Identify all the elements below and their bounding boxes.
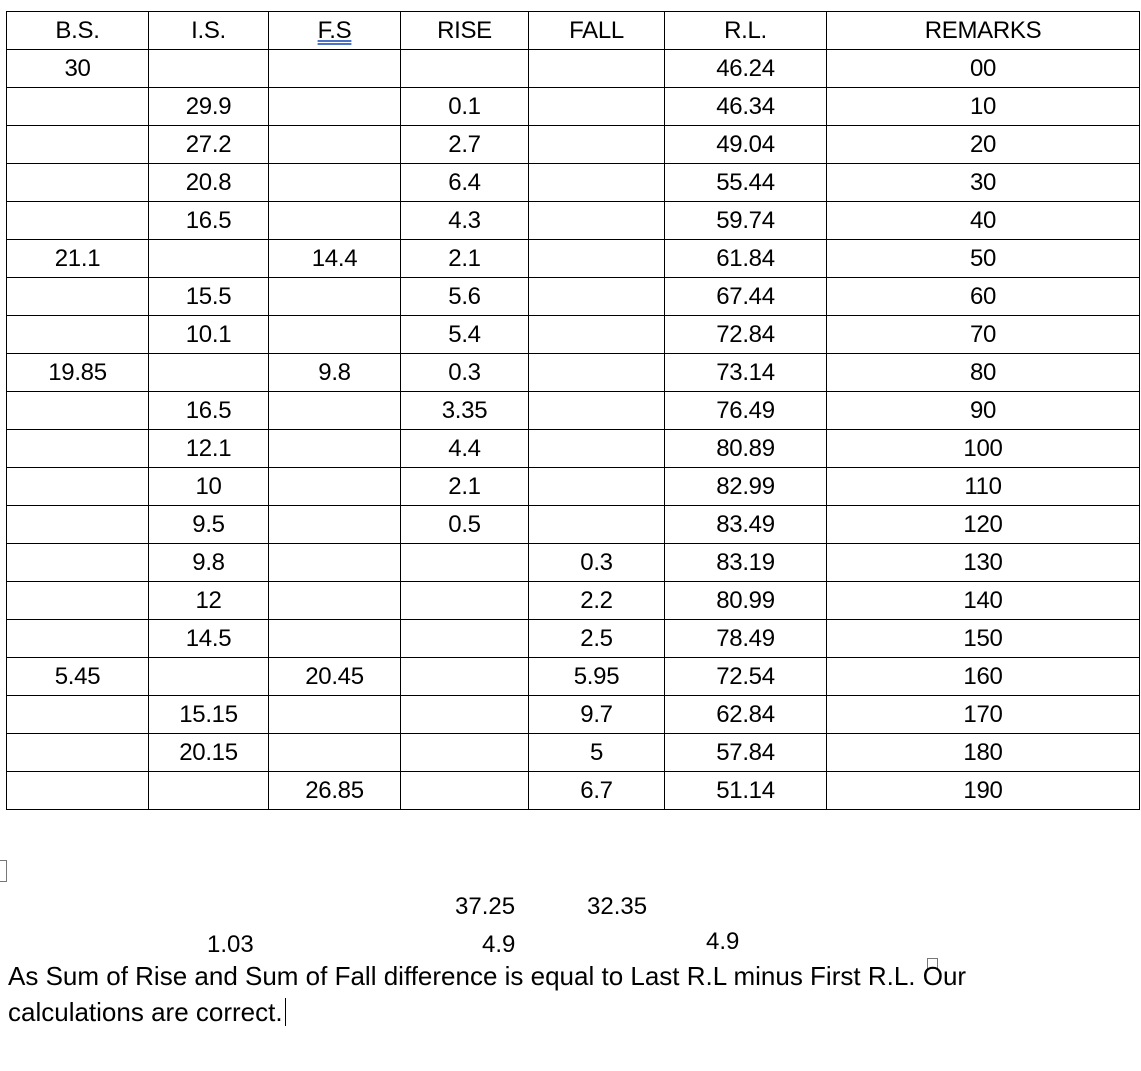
cell-remarks: 00	[827, 50, 1140, 88]
cell-fall: 2.5	[529, 620, 665, 658]
cell-rl: 46.24	[665, 50, 827, 88]
conclusion-text: As Sum of Rise and Sum of Fall difference is equal to Last R.L minus First R.L. Our calculations are correct.	[8, 961, 967, 1027]
cell-fs	[269, 202, 401, 240]
table-row	[7, 50, 1140, 88]
cell-rise: 2.1	[401, 468, 529, 506]
header-is: I.S.	[149, 12, 269, 50]
sum-rise: 37.25	[455, 893, 516, 920]
cell-is	[149, 50, 269, 88]
header-fall: FALL	[529, 12, 665, 50]
cell-bs	[7, 506, 149, 544]
cell-rl: 80.99	[665, 582, 827, 620]
cell-rl: 82.99	[665, 468, 827, 506]
cell-rl: 67.44	[665, 278, 827, 316]
cell-fall: 5	[529, 734, 665, 772]
cell-rl: 57.84	[665, 734, 827, 772]
cell-bs	[7, 392, 149, 430]
cell-fall	[529, 126, 665, 164]
cell-fall	[529, 316, 665, 354]
cell-bs	[7, 544, 149, 582]
cell-fs	[269, 430, 401, 468]
cell-fs: 14.4	[269, 240, 401, 278]
table-row	[7, 202, 1140, 240]
cell-remarks: 60	[827, 278, 1140, 316]
sum-fall: 32.35	[587, 893, 648, 920]
table-row	[7, 164, 1140, 202]
cell-remarks: 50	[827, 240, 1140, 278]
cell-bs: 19.85	[7, 354, 149, 392]
cell-is: 10.1	[149, 316, 269, 354]
cell-rl: 46.34	[665, 88, 827, 126]
cell-rise	[401, 544, 529, 582]
table-row	[7, 468, 1140, 506]
diff-rise-fall: 4.9	[482, 931, 516, 958]
cell-fs: 9.8	[269, 354, 401, 392]
cell-rl: 61.84	[665, 240, 827, 278]
cell-is: 20.8	[149, 164, 269, 202]
cell-rl: 72.54	[665, 658, 827, 696]
cell-bs	[7, 88, 149, 126]
cell-fs	[269, 392, 401, 430]
cell-is: 15.15	[149, 696, 269, 734]
cell-fall	[529, 88, 665, 126]
cell-is	[149, 658, 269, 696]
cell-is: 16.5	[149, 202, 269, 240]
cell-fall: 2.2	[529, 582, 665, 620]
cell-is	[149, 240, 269, 278]
cell-is: 12	[149, 582, 269, 620]
cell-bs: 5.45	[7, 658, 149, 696]
cell-fs: 20.45	[269, 658, 401, 696]
cell-rl: 78.49	[665, 620, 827, 658]
cell-is: 29.9	[149, 88, 269, 126]
cell-bs	[7, 582, 149, 620]
diff-rl: 4.9	[706, 928, 740, 955]
cell-is: 12.1	[149, 430, 269, 468]
cell-bs	[7, 620, 149, 658]
cell-rl: 73.14	[665, 354, 827, 392]
cell-remarks: 10	[827, 88, 1140, 126]
cell-fs	[269, 278, 401, 316]
table-row	[7, 506, 1140, 544]
cell-is: 9.8	[149, 544, 269, 582]
cell-fall: 6.7	[529, 772, 665, 810]
cell-fall: 5.95	[529, 658, 665, 696]
cell-rise	[401, 772, 529, 810]
cell-is: 16.5	[149, 392, 269, 430]
cell-rise: 6.4	[401, 164, 529, 202]
cell-bs	[7, 696, 149, 734]
cell-fs	[269, 582, 401, 620]
cell-rise	[401, 658, 529, 696]
cell-fall	[529, 202, 665, 240]
cell-remarks: 100	[827, 430, 1140, 468]
cell-remarks: 70	[827, 316, 1140, 354]
cell-bs	[7, 430, 149, 468]
cell-rl: 72.84	[665, 316, 827, 354]
table-row	[7, 316, 1140, 354]
cell-fs	[269, 544, 401, 582]
cell-bs: 30	[7, 50, 149, 88]
cell-fs	[269, 88, 401, 126]
table-anchor-icon	[0, 860, 7, 882]
cell-rise	[401, 50, 529, 88]
cell-remarks: 120	[827, 506, 1140, 544]
table-row	[7, 734, 1140, 772]
cell-fall	[529, 50, 665, 88]
cell-fall	[529, 354, 665, 392]
header-bs: B.S.	[7, 12, 149, 50]
cell-remarks: 150	[827, 620, 1140, 658]
table-row	[7, 658, 1140, 696]
header-fs: F.S	[269, 12, 401, 50]
cell-rl: 55.44	[665, 164, 827, 202]
cell-is: 14.5	[149, 620, 269, 658]
table-body	[7, 50, 1140, 810]
cell-remarks: 140	[827, 582, 1140, 620]
cell-remarks: 130	[827, 544, 1140, 582]
cell-rise	[401, 620, 529, 658]
cell-is: 27.2	[149, 126, 269, 164]
cell-rise: 3.35	[401, 392, 529, 430]
header-row	[7, 12, 1140, 50]
cell-rl: 51.14	[665, 772, 827, 810]
text-cursor	[285, 998, 287, 1026]
cell-rise: 0.3	[401, 354, 529, 392]
cell-rise	[401, 696, 529, 734]
cell-bs	[7, 278, 149, 316]
cell-bs: 21.1	[7, 240, 149, 278]
table-row	[7, 240, 1140, 278]
cell-fs	[269, 696, 401, 734]
table-row	[7, 582, 1140, 620]
table-row	[7, 88, 1140, 126]
cell-bs	[7, 772, 149, 810]
cell-rise: 4.3	[401, 202, 529, 240]
cell-remarks: 20	[827, 126, 1140, 164]
cell-remarks: 160	[827, 658, 1140, 696]
cell-rise: 0.5	[401, 506, 529, 544]
cell-fall	[529, 430, 665, 468]
cell-is	[149, 772, 269, 810]
header-rise: RISE	[401, 12, 529, 50]
cell-is: 9.5	[149, 506, 269, 544]
cell-fall	[529, 164, 665, 202]
cell-bs	[7, 202, 149, 240]
header-rl: R.L.	[665, 12, 827, 50]
cell-fall	[529, 278, 665, 316]
table-row	[7, 392, 1140, 430]
cell-remarks: 40	[827, 202, 1140, 240]
cell-rise	[401, 582, 529, 620]
cell-fall	[529, 240, 665, 278]
cell-rise: 2.1	[401, 240, 529, 278]
cell-remarks: 190	[827, 772, 1140, 810]
cell-rl: 83.49	[665, 506, 827, 544]
cell-rise	[401, 734, 529, 772]
cell-bs	[7, 164, 149, 202]
cell-fs	[269, 468, 401, 506]
cell-is: 20.15	[149, 734, 269, 772]
cell-remarks: 30	[827, 164, 1140, 202]
cell-rise: 5.4	[401, 316, 529, 354]
cell-fs	[269, 164, 401, 202]
cell-fs	[269, 734, 401, 772]
cell-fs	[269, 50, 401, 88]
cell-fall	[529, 468, 665, 506]
levelling-table	[6, 11, 1140, 810]
cell-fall: 9.7	[529, 696, 665, 734]
cell-rise: 0.1	[401, 88, 529, 126]
table-row	[7, 620, 1140, 658]
cell-rl: 80.89	[665, 430, 827, 468]
cell-fall	[529, 392, 665, 430]
cell-bs	[7, 126, 149, 164]
cell-bs	[7, 316, 149, 354]
cell-rl: 76.49	[665, 392, 827, 430]
cell-fs	[269, 316, 401, 354]
cell-rise: 5.6	[401, 278, 529, 316]
conclusion-paragraph[interactable]	[8, 958, 1108, 1030]
cell-rise: 4.4	[401, 430, 529, 468]
cell-is: 15.5	[149, 278, 269, 316]
table-row	[7, 772, 1140, 810]
diff-bs-fs: 1.03	[207, 931, 254, 958]
table-row	[7, 544, 1140, 582]
cell-fall: 0.3	[529, 544, 665, 582]
cell-remarks: 110	[827, 468, 1140, 506]
table-row	[7, 278, 1140, 316]
cell-fs: 26.85	[269, 772, 401, 810]
cell-rise: 2.7	[401, 126, 529, 164]
cell-remarks: 90	[827, 392, 1140, 430]
cell-fs	[269, 620, 401, 658]
cell-bs	[7, 468, 149, 506]
cell-fs	[269, 126, 401, 164]
table-row	[7, 354, 1140, 392]
cell-remarks: 170	[827, 696, 1140, 734]
table-row	[7, 696, 1140, 734]
table-row	[7, 430, 1140, 468]
cell-fs	[269, 506, 401, 544]
cell-is	[149, 354, 269, 392]
cell-rl: 49.04	[665, 126, 827, 164]
cell-remarks: 180	[827, 734, 1140, 772]
cell-rl: 83.19	[665, 544, 827, 582]
cell-bs	[7, 734, 149, 772]
cell-fall	[529, 506, 665, 544]
cell-rl: 59.74	[665, 202, 827, 240]
table-row	[7, 126, 1140, 164]
cell-is: 10	[149, 468, 269, 506]
cell-remarks: 80	[827, 354, 1140, 392]
cell-rl: 62.84	[665, 696, 827, 734]
header-remarks: REMARKS	[827, 12, 1140, 50]
